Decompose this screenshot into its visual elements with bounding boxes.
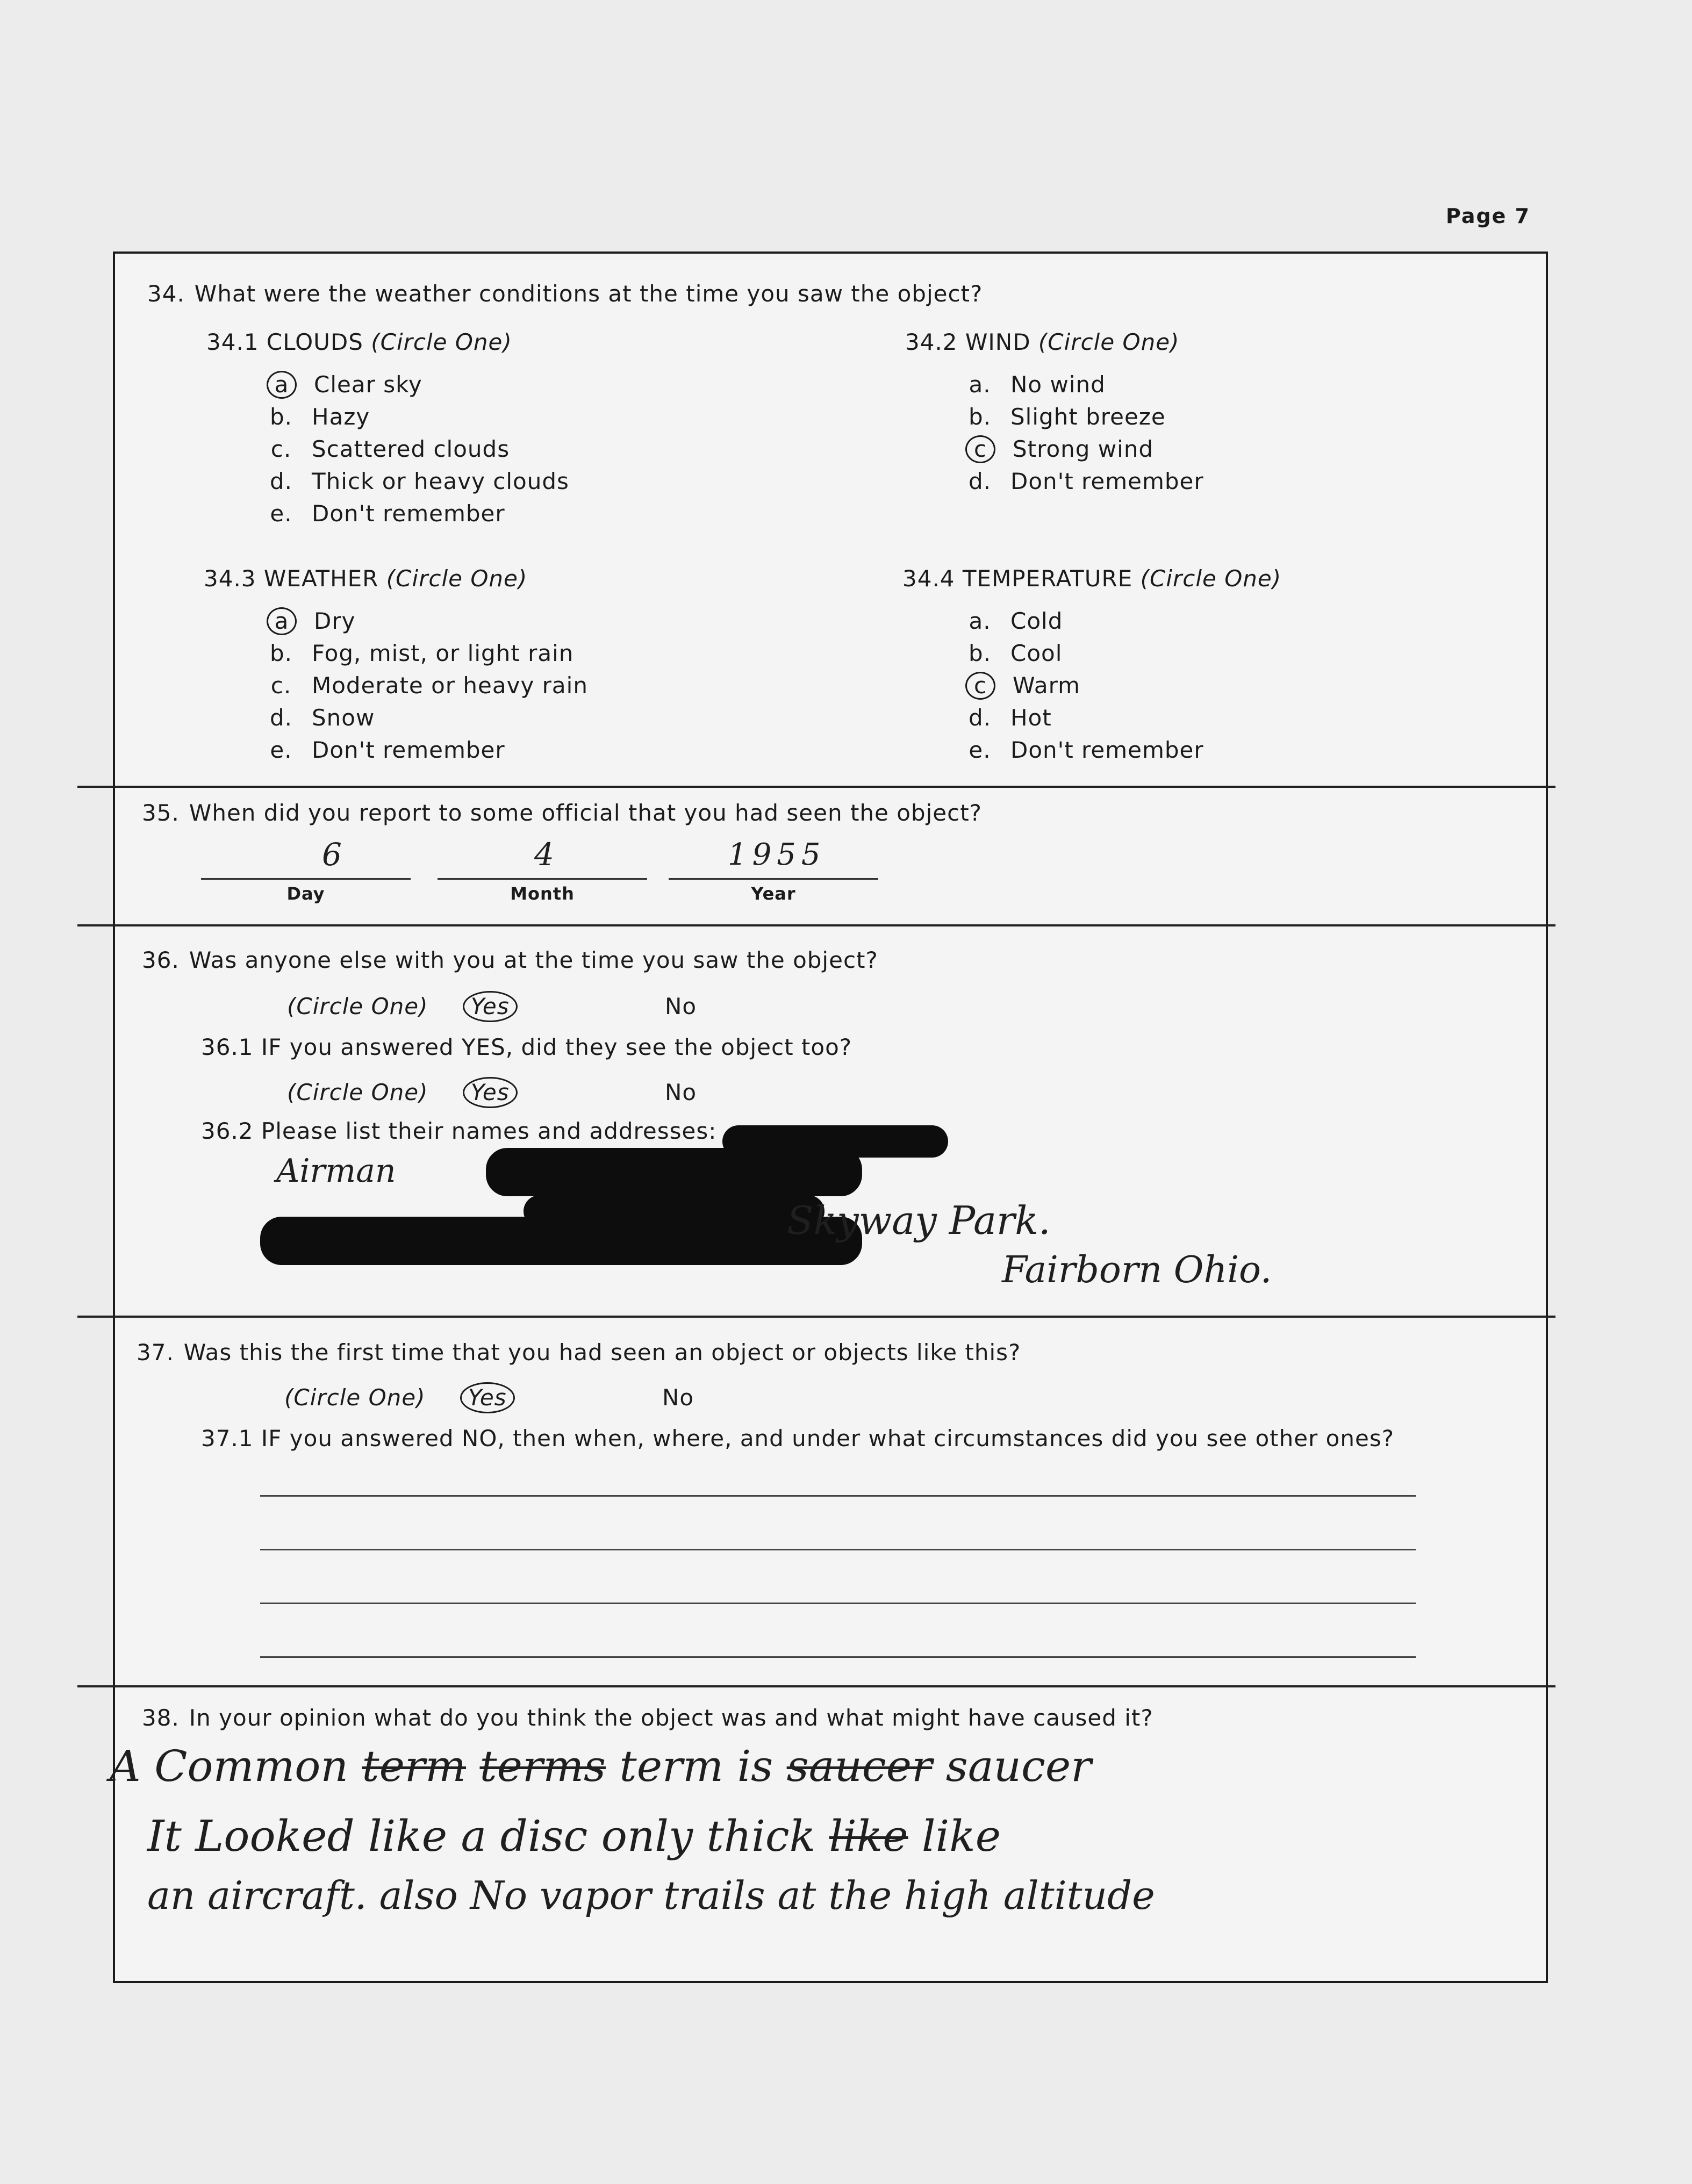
month-blank[interactable] [438, 878, 647, 880]
year-value: 1955 [728, 837, 826, 872]
answer-handwritten-line-1: A Common term terms term is saucer saucer [110, 1741, 1092, 1791]
clouds-option-c[interactable]: c. Scattered clouds [270, 436, 510, 462]
question-35: 35. When did you report to some official that you had seen the object? [142, 800, 982, 826]
circled-answer-mark: c [965, 435, 995, 463]
answer-line[interactable] [260, 1656, 1416, 1658]
answer-handwritten-line-2: It Looked like a disc only thick like like [147, 1811, 1001, 1861]
question-34: 34. What were the weather conditions at the time you saw the object? [147, 281, 983, 307]
question-37-answer-row: (Circle One) Yes No [284, 1382, 694, 1413]
address-line-2-handwritten: Fairborn Ohio. [1002, 1249, 1272, 1291]
question-37-section [115, 1318, 1546, 1683]
redaction-mark [722, 1125, 948, 1158]
question-37: 37. Was this the first time that you had seen an object or objects like this? [137, 1339, 1021, 1366]
answer-line[interactable] [260, 1549, 1416, 1550]
wind-option-b[interactable]: b. Slight breeze [968, 404, 1166, 430]
wind-heading: 34.2 WIND (Circle One) [905, 329, 1180, 355]
clouds-option-b[interactable]: b. Hazy [269, 404, 370, 430]
clouds-option-e[interactable]: e. Don't remember [270, 500, 505, 527]
question-37-1: 37.1 IF you answered NO, then when, where, and under what circumstances did you see other ones? [201, 1425, 1395, 1452]
wind-option-a[interactable]: a. No wind [969, 371, 1106, 398]
no-option[interactable]: No [662, 1384, 694, 1411]
redaction-mark [524, 1195, 825, 1227]
wind-option-d[interactable]: d. Don't remember [968, 468, 1204, 494]
temperature-option-d[interactable]: d. Hot [968, 705, 1052, 731]
year-blank[interactable] [669, 878, 878, 880]
weather-option-c[interactable]: c. Moderate or heavy rain [270, 672, 588, 699]
question-38-section [110, 1687, 1546, 1983]
question-36-answer-row: (Circle One) Yes No [287, 991, 697, 1022]
circled-answer-mark: a [267, 607, 297, 635]
question-35-section [115, 788, 1546, 922]
yes-option-circled[interactable]: Yes [463, 1077, 518, 1108]
temperature-option-a[interactable]: a. Cold [969, 608, 1063, 634]
year-caption: Year [751, 883, 796, 904]
question-36-1-answer-row: (Circle One) Yes No [287, 1077, 697, 1108]
question-38-text: In your opinion what do you think the object was and what might have caused it? [189, 1705, 1153, 1731]
no-option[interactable]: No [665, 993, 697, 1019]
question-36-text: Was anyone else with you at the time you saw the object? [189, 947, 878, 973]
temperature-option-b[interactable]: b. Cool [968, 640, 1063, 666]
temperature-heading: 34.4 TEMPERATURE (Circle One) [902, 565, 1282, 592]
weather-option-d[interactable]: d. Snow [269, 705, 375, 731]
no-option[interactable]: No [665, 1079, 697, 1105]
question-37-text: Was this the first time that you had seen an object or objects like this? [183, 1339, 1021, 1366]
weather-heading: 34.3 WEATHER (Circle One) [204, 565, 528, 592]
circled-answer-mark: a [267, 371, 297, 399]
clouds-option-a[interactable]: a Clear sky [266, 371, 422, 399]
question-34-text: What were the weather conditions at the time you saw the object? [194, 281, 983, 307]
question-35-text: When did you report to some official that you had seen the object? [189, 800, 982, 826]
temperature-option-e[interactable]: e. Don't remember [969, 737, 1204, 763]
question-36: 36. Was anyone else with you at the time you saw the object? [142, 947, 878, 973]
companion-name-handwritten: Airman [276, 1152, 396, 1190]
page-number: Page 7 [1446, 204, 1531, 228]
month-caption: Month [510, 883, 575, 904]
day-caption: Day [286, 883, 325, 904]
question-36-section [115, 926, 1546, 1313]
month-value: 4 [534, 836, 554, 873]
yes-option-circled[interactable]: Yes [463, 991, 518, 1022]
weather-option-b[interactable]: b. Fog, mist, or light rain [269, 640, 574, 666]
clouds-option-d[interactable]: d. Thick or heavy clouds [269, 468, 569, 494]
question-38: 38. In your opinion what do you think the object was and what might have caused it? [142, 1705, 1153, 1731]
answer-handwritten-line-3: an aircraft. also No vapor trails at the high altitude [147, 1873, 1155, 1918]
wind-option-c[interactable]: c Strong wind [964, 435, 1153, 463]
question-36-2: 36.2 Please list their names and addresses: [201, 1118, 717, 1144]
day-value: 6 [322, 836, 342, 873]
answer-line[interactable] [260, 1603, 1416, 1604]
circled-answer-mark: c [965, 672, 995, 700]
temperature-option-c[interactable]: c Warm [964, 672, 1080, 700]
day-blank[interactable] [201, 878, 411, 880]
clouds-heading: 34.1 CLOUDS (Circle One) [206, 329, 512, 355]
question-36-1: 36.1 IF you answered YES, did they see the object too? [201, 1034, 852, 1060]
questionnaire-form [110, 252, 1548, 1983]
answer-line[interactable] [260, 1495, 1416, 1497]
weather-option-a[interactable]: a Dry [266, 607, 355, 635]
question-34-section [115, 254, 1546, 786]
yes-option-circled[interactable]: Yes [460, 1382, 515, 1413]
address-line-1-handwritten: Skyway Park. [787, 1198, 1051, 1243]
weather-option-e[interactable]: e. Don't remember [270, 737, 505, 763]
